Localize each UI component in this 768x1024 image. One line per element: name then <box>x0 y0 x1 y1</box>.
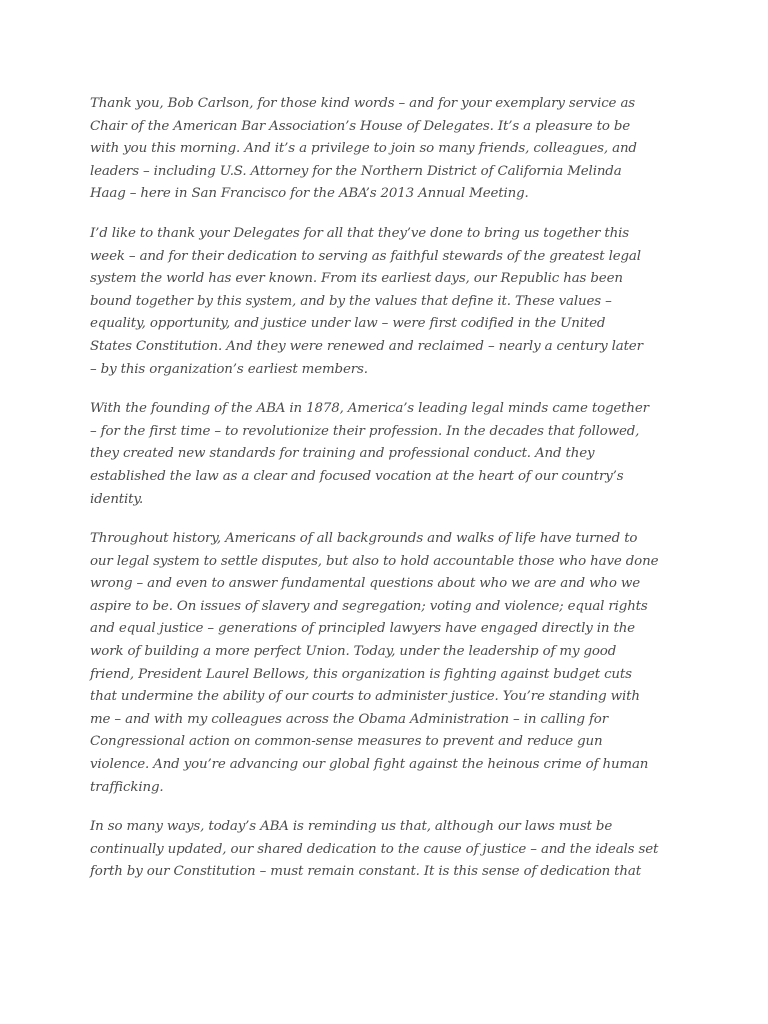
text-line: trafficking. <box>90 779 164 795</box>
paragraph-3 <box>90 398 670 511</box>
text-line: aspire to be. On issues of slavery and segregation; voting and violence; equal rights <box>90 598 648 614</box>
text-line: States Constitution. And they were renewed and reclaimed – nearly a century later <box>90 338 643 354</box>
text-line: established the law as a clear and focused vocation at the heart of our country’s <box>90 468 624 484</box>
text-line: leaders – including U.S. Attorney for the Northern District of California Melinda <box>90 163 622 179</box>
paragraph-2 <box>90 223 670 381</box>
document-body <box>90 93 670 901</box>
text-line: week – and for their dedication to serving as faithful stewards of the greatest legal <box>90 248 641 264</box>
text-line: In so many ways, today’s ABA is reminding us that, although our laws must be <box>90 819 613 835</box>
text-line: Throughout history, Americans of all backgrounds and walks of life have turned to <box>90 531 638 547</box>
text-line: wrong – and even to answer fundamental questions about who we are and who we <box>90 576 640 592</box>
text-line: they created new standards for training and professional conduct. And they <box>90 446 595 462</box>
text-line: work of building a more perfect Union. Today, under the leadership of my good <box>90 644 617 660</box>
text-line: continually updated, our shared dedication to the cause of justice – and the ideals set <box>90 841 659 857</box>
text-line: With the founding of the ABA in 1878, America’s leading legal minds came together <box>90 401 649 417</box>
text-line: our legal system to settle disputes, but also to hold accountable those who have done <box>90 553 659 569</box>
text-line: Chair of the American Bar Association’s House of Delegates. It’s a pleasure to be <box>90 118 631 134</box>
text-line: me – and with my colleagues across the Obama Administration – in calling for <box>90 711 608 727</box>
text-line: I’d like to thank your Delegates for all that they’ve done to bring us together this <box>90 225 629 241</box>
text-line: system the world has ever known. From its earliest days, our Republic has been <box>90 271 623 287</box>
text-line: and equal justice – generations of principled lawyers have engaged directly in the <box>90 621 635 637</box>
text-line: that undermine the ability of our courts to administer justice. You’re standing with <box>90 689 640 705</box>
text-line: bound together by this system, and by the values that define it. These values – <box>90 293 612 309</box>
text-line: with you this morning. And it’s a privilege to join so many friends, colleagues, and <box>90 141 637 157</box>
text-line: friend, President Laurel Bellows, this organization is fighting against budget cuts <box>90 666 632 682</box>
text-line: Thank you, Bob Carlson, for those kind words – and for your exemplary service as <box>90 96 635 111</box>
text-line: – for the first time – to revolutionize their profession. In the decades that followed, <box>90 423 640 439</box>
text-line: Haag – here in San Francisco for the ABA’s 2013 Annual Meeting. <box>90 186 529 202</box>
text-line: Congressional action on common-sense measures to prevent and reduce gun <box>90 734 603 750</box>
paragraph-5 <box>90 816 670 884</box>
paragraph-1 <box>90 93 670 206</box>
text-line: – by this organization’s earliest members. <box>90 361 368 377</box>
text-line: violence. And you’re advancing our global fight against the heinous crime of human <box>90 757 649 773</box>
text-line: equality, opportunity, and justice under law – were first codified in the United <box>90 316 606 332</box>
text-line: identity. <box>90 491 144 507</box>
paragraph-4 <box>90 528 670 799</box>
text-line: forth by our Constitution – must remain constant. It is this sense of dedication that <box>90 864 641 880</box>
